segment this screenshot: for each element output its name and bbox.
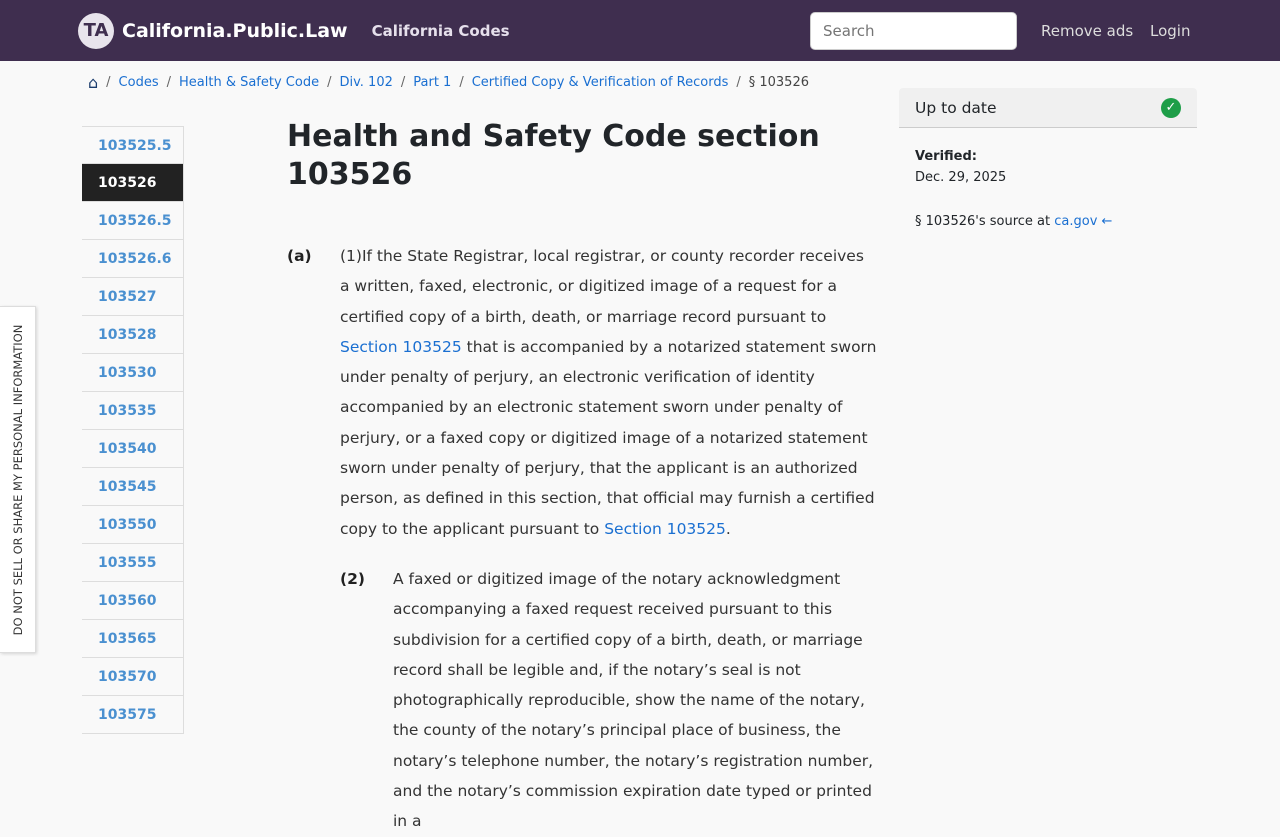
breadcrumb-health-safety[interactable]: Health & Safety Code [179, 75, 320, 90]
sidebar-item[interactable]: 103570 [82, 658, 183, 696]
subdivision-label: (a) [287, 247, 312, 265]
section-sidebar [82, 126, 184, 734]
sidebar-item[interactable]: 103525.5 [82, 126, 183, 164]
do-not-sell-label: DO NOT SELL OR SHARE MY PERSONAL INFORMATION [10, 324, 25, 635]
breadcrumb-part[interactable]: Part 1 [413, 75, 452, 90]
verified-label: Verified: [915, 149, 977, 164]
do-not-sell-button[interactable] [0, 306, 36, 653]
section-link[interactable]: Section 103525 [340, 337, 462, 356]
site-name: California.Public.Law [122, 19, 348, 42]
source-link[interactable]: ca.gov ← [1054, 214, 1113, 229]
paragraph-label: (2) [340, 569, 365, 588]
breadcrumb-chapter[interactable]: Certified Copy & Verification of Records [471, 75, 729, 90]
logo-icon: TA [78, 13, 114, 49]
source-text: § 103526's source at [915, 214, 1055, 229]
punctuation: . [725, 519, 731, 538]
sidebar-item[interactable]: 103530 [82, 354, 183, 392]
sidebar-item[interactable]: 103545 [82, 468, 183, 506]
sidebar-item[interactable]: 103528 [82, 316, 183, 354]
site-logo[interactable] [78, 13, 348, 49]
breadcrumb: ⌂ / Codes / Health & Safety Code / Div. 102 / Part 1 / Certified Copy & Verification of Records / § 103526 [88, 73, 809, 92]
breadcrumb-div[interactable]: Div. 102 [339, 75, 393, 90]
sidebar-item-active[interactable]: 103526 [82, 164, 183, 202]
sidebar-item[interactable]: 103575 [82, 696, 183, 734]
breadcrumb-current: § 103526 [748, 75, 809, 90]
paragraph-text: that is accompanied by a notarized statement sworn under penalty of perjury, an electronic verification of identity accompanied by an electronic statement sworn under penalty of perjury, or a faxed copy or digitized image of a notarized statement sworn under penalty of perjury, that the applicant is an authorized person, as defined in this section, that official may furnish a certified copy to the applicant pursuant to [340, 337, 877, 538]
status-label: Up to date [915, 98, 997, 117]
verified-date: Dec. 29, 2025 [915, 170, 1007, 185]
sidebar-item[interactable]: 103527 [82, 278, 183, 316]
top-navbar [0, 0, 1280, 61]
sidebar-item[interactable]: 103550 [82, 506, 183, 544]
section-link[interactable]: Section 103525 [604, 519, 726, 538]
sidebar-item[interactable]: 103535 [82, 392, 183, 430]
sidebar-item[interactable]: 103565 [82, 620, 183, 658]
paragraph-text: (1)If the State Registrar, local registrar, or county recorder receives a written, faxed, electronic, or digitized image of a request for a certified copy of a birth, death, or marriage record pursuant to [340, 247, 864, 326]
breadcrumb-codes[interactable]: Codes [118, 75, 159, 90]
search-input[interactable] [810, 12, 1017, 50]
sidebar-item[interactable]: 103526.6 [82, 240, 183, 278]
sidebar-item[interactable]: 103555 [82, 544, 183, 582]
status-card [899, 88, 1197, 250]
sidebar-item[interactable]: 103540 [82, 430, 183, 468]
check-circle-icon: ✓ [1161, 98, 1181, 118]
home-icon[interactable]: ⌂ [88, 73, 99, 92]
sidebar-item[interactable]: 103560 [82, 582, 183, 620]
login-link[interactable]: Login [1150, 22, 1191, 40]
sidebar-item[interactable]: 103526.5 [82, 202, 183, 240]
section-text [287, 241, 877, 837]
california-codes-link[interactable]: California Codes [371, 21, 510, 40]
paragraph-text: A faxed or digitized image of the notary acknowledgment accompanying a faxed request received pursuant to this subdivision for a certified copy of a birth, death, or marriage record shall be legible and, if the notary’s seal is not photographically reproducible, show the name of the notary, the county of the notary’s principal place of business, the notary’s telephone number, the notary’s registration number, and the notary’s commission expiration date typed or printed in a [393, 569, 874, 831]
page-title: Health and Safety Code section 103526 [287, 119, 820, 192]
remove-ads-link[interactable]: Remove ads [1041, 22, 1134, 40]
